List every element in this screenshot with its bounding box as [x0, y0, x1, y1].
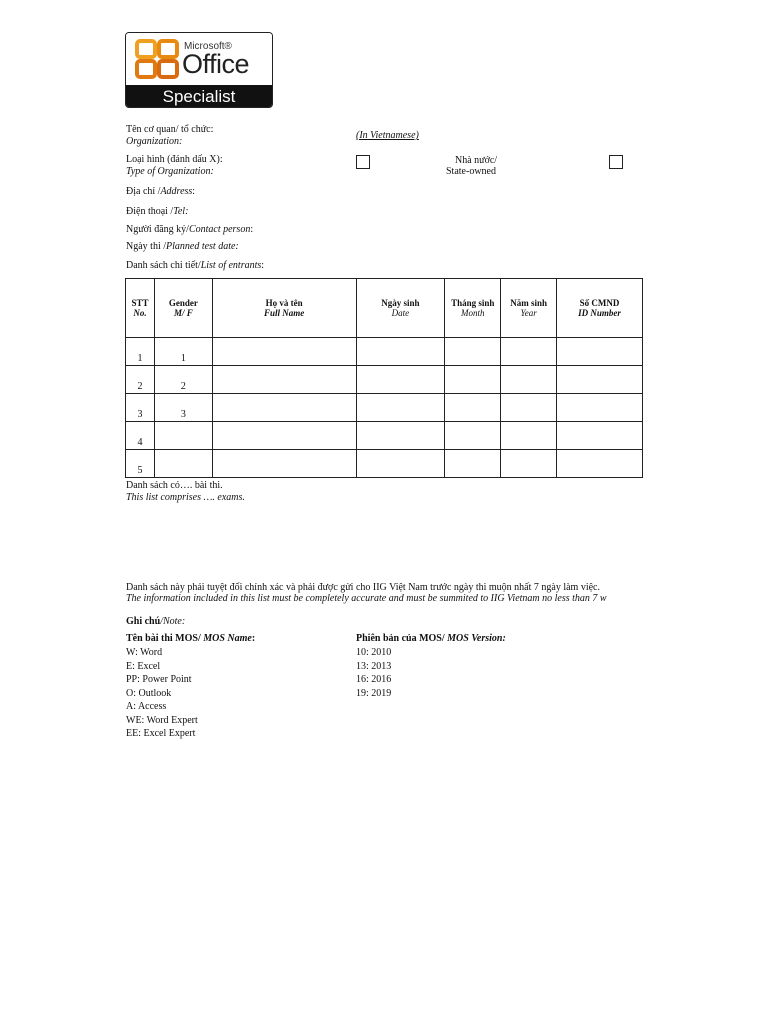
- header-id-number-en: ID Number: [578, 308, 621, 318]
- header-full-name-en: Full Name: [264, 308, 305, 318]
- organization-label-en: Organization:: [126, 136, 183, 147]
- summary-vi: Danh sách có…. bài thi.: [126, 480, 223, 491]
- cell-date[interactable]: [356, 394, 445, 422]
- list-label-en: List of entrants: [200, 260, 262, 271]
- header-full-name: [212, 279, 356, 338]
- header-year-vi: Năm sinh: [510, 298, 548, 308]
- header-id-number: [557, 279, 643, 338]
- type-checkbox-state-owned[interactable]: [609, 155, 623, 169]
- mos-name-list: [126, 646, 198, 741]
- list-item: O: Outlook: [126, 687, 172, 699]
- cell-year[interactable]: [501, 394, 557, 422]
- notice-vi: Danh sách này phải tuyệt đối chính xác và phải được gửi cho IIG Việt Nam trước ngày thi muộn nhất 7 ngày làm việc.: [126, 582, 600, 593]
- cell-no: 2: [126, 366, 155, 394]
- cell-id-number[interactable]: [557, 338, 643, 366]
- list-item: 10: 2010: [356, 647, 392, 658]
- header-date: [356, 279, 445, 338]
- summary-en: This list comprises …. exams.: [126, 492, 245, 503]
- list-item: W: Word: [126, 647, 163, 658]
- contact-label: [126, 224, 253, 236]
- list-item: WE: Word Expert: [126, 714, 198, 726]
- logo-specialist-text: Specialist: [126, 85, 272, 108]
- logo-microsoft-text: Microsoft®: [184, 41, 232, 52]
- cell-id-number[interactable]: [557, 366, 643, 394]
- address-label: [126, 186, 195, 198]
- table-row: [126, 338, 643, 366]
- tel-label-en: Tel:: [173, 206, 189, 217]
- cell-year[interactable]: [501, 450, 557, 478]
- table-row: [126, 366, 643, 394]
- mos-logo: [125, 32, 273, 108]
- cell-no: 3: [126, 394, 155, 422]
- tel-label-vi: Điện thoại /: [126, 206, 174, 217]
- table-row: [126, 450, 643, 478]
- header-no-vi: STT: [131, 298, 149, 308]
- header-gender-en: M/ F: [174, 308, 193, 318]
- test-date-label-en: Planned test date:: [166, 241, 239, 252]
- cell-date[interactable]: [356, 450, 445, 478]
- address-label-colon: :: [192, 186, 196, 197]
- cell-no: 5: [126, 450, 155, 478]
- cell-gender[interactable]: [154, 422, 212, 450]
- notice-en: The information included in this list must be completely accurate and must be summited to IIG Vietnam no less than 7 w: [126, 593, 607, 604]
- cell-month[interactable]: [445, 394, 501, 422]
- organization-label-vi: Tên cơ quan/ tổ chức:: [126, 124, 214, 135]
- address-label-en: Address: [160, 186, 193, 197]
- cell-full-name[interactable]: [212, 422, 356, 450]
- table-row: [126, 422, 643, 450]
- contact-label-colon: :: [250, 224, 254, 235]
- mos-name-title-en: MOS Name: [203, 633, 252, 644]
- list-label-colon: :: [261, 260, 265, 271]
- list-label: [126, 260, 264, 272]
- list-item: E: Excel: [126, 660, 161, 672]
- mos-version-title: [356, 633, 506, 645]
- cell-no: 1: [126, 338, 155, 366]
- in-vietnamese-note: (In Vietnamese): [356, 130, 419, 141]
- header-year-en: Year: [520, 308, 537, 318]
- header-gender-vi: Gender: [168, 298, 198, 308]
- cell-month[interactable]: [445, 366, 501, 394]
- logo-top: [126, 33, 272, 85]
- note-label-en: /Note:: [160, 616, 186, 627]
- list-item: 13: 2013: [356, 660, 392, 672]
- mos-version-title-vi: Phiên bản của MOS/: [356, 633, 448, 644]
- mos-version-list: [356, 646, 391, 700]
- office-logo-icon: [134, 38, 184, 82]
- cell-id-number[interactable]: [557, 422, 643, 450]
- note-label-vi: Ghi chú: [126, 616, 161, 627]
- state-owned-label-vi: Nhà nước/: [455, 155, 498, 166]
- note-label: [126, 616, 185, 628]
- mos-version-title-en: MOS Version:: [447, 633, 506, 644]
- cell-date[interactable]: [356, 422, 445, 450]
- tel-label: [126, 206, 188, 218]
- cell-date[interactable]: [356, 338, 445, 366]
- header-gender: [154, 279, 212, 338]
- cell-month[interactable]: [445, 422, 501, 450]
- cell-id-number[interactable]: [557, 394, 643, 422]
- header-year: [501, 279, 557, 338]
- state-owned-label-en: State-owned: [446, 166, 496, 177]
- header-month: [445, 279, 501, 338]
- header-full-name-vi: Họ và tên: [265, 298, 303, 308]
- test-date-label: [126, 241, 239, 253]
- header-date-en: Date: [391, 308, 410, 318]
- entrants-table: [125, 278, 643, 478]
- cell-full-name[interactable]: [212, 394, 356, 422]
- cell-gender[interactable]: 1: [154, 338, 212, 366]
- type-label-vi: Loại hình (đánh dấu X):: [126, 154, 223, 165]
- list-label-vi: Danh sách chi tiết/: [126, 260, 201, 271]
- header-month-vi: Tháng sinh: [451, 298, 495, 308]
- header-id-number-vi: Số CMND: [579, 298, 620, 308]
- logo-office-text: Office: [182, 49, 250, 79]
- type-checkbox-other[interactable]: [356, 155, 370, 169]
- list-item: EE: Excel Expert: [126, 728, 196, 739]
- header-month-en: Month: [461, 308, 485, 318]
- cell-no: 4: [126, 422, 155, 450]
- cell-full-name[interactable]: [212, 338, 356, 366]
- table-row: [126, 394, 643, 422]
- cell-year[interactable]: [501, 338, 557, 366]
- cell-gender[interactable]: 2: [154, 366, 212, 394]
- table-header-row: [126, 279, 643, 338]
- mos-name-title-vi: Tên bài thi MOS/: [126, 633, 204, 644]
- cell-month[interactable]: [445, 338, 501, 366]
- cell-id-number[interactable]: [557, 450, 643, 478]
- header-no-en: No.: [133, 308, 147, 318]
- cell-gender[interactable]: 3: [154, 394, 212, 422]
- header-date-vi: Ngày sinh: [381, 298, 420, 308]
- address-label-vi: Địa chỉ /: [126, 186, 161, 197]
- mos-name-title-colon: :: [251, 633, 256, 644]
- mos-name-title: [126, 633, 255, 645]
- cell-month[interactable]: [445, 450, 501, 478]
- cell-year[interactable]: [501, 422, 557, 450]
- contact-label-vi: Người đăng ký/: [126, 224, 189, 235]
- header-no: [126, 279, 155, 338]
- list-item: 16: 2016: [356, 674, 392, 685]
- cell-full-name[interactable]: [212, 450, 356, 478]
- cell-gender[interactable]: [154, 450, 212, 478]
- test-date-label-vi: Ngày thi /: [126, 241, 166, 252]
- type-label-en: Type of Organization:: [126, 166, 214, 177]
- cell-date[interactable]: [356, 366, 445, 394]
- contact-label-en: Contact person: [188, 224, 251, 235]
- cell-full-name[interactable]: [212, 366, 356, 394]
- list-item: PP: Power Point: [126, 674, 192, 685]
- list-item: 19: 2019: [356, 687, 392, 699]
- list-item: A: Access: [126, 701, 167, 712]
- cell-year[interactable]: [501, 366, 557, 394]
